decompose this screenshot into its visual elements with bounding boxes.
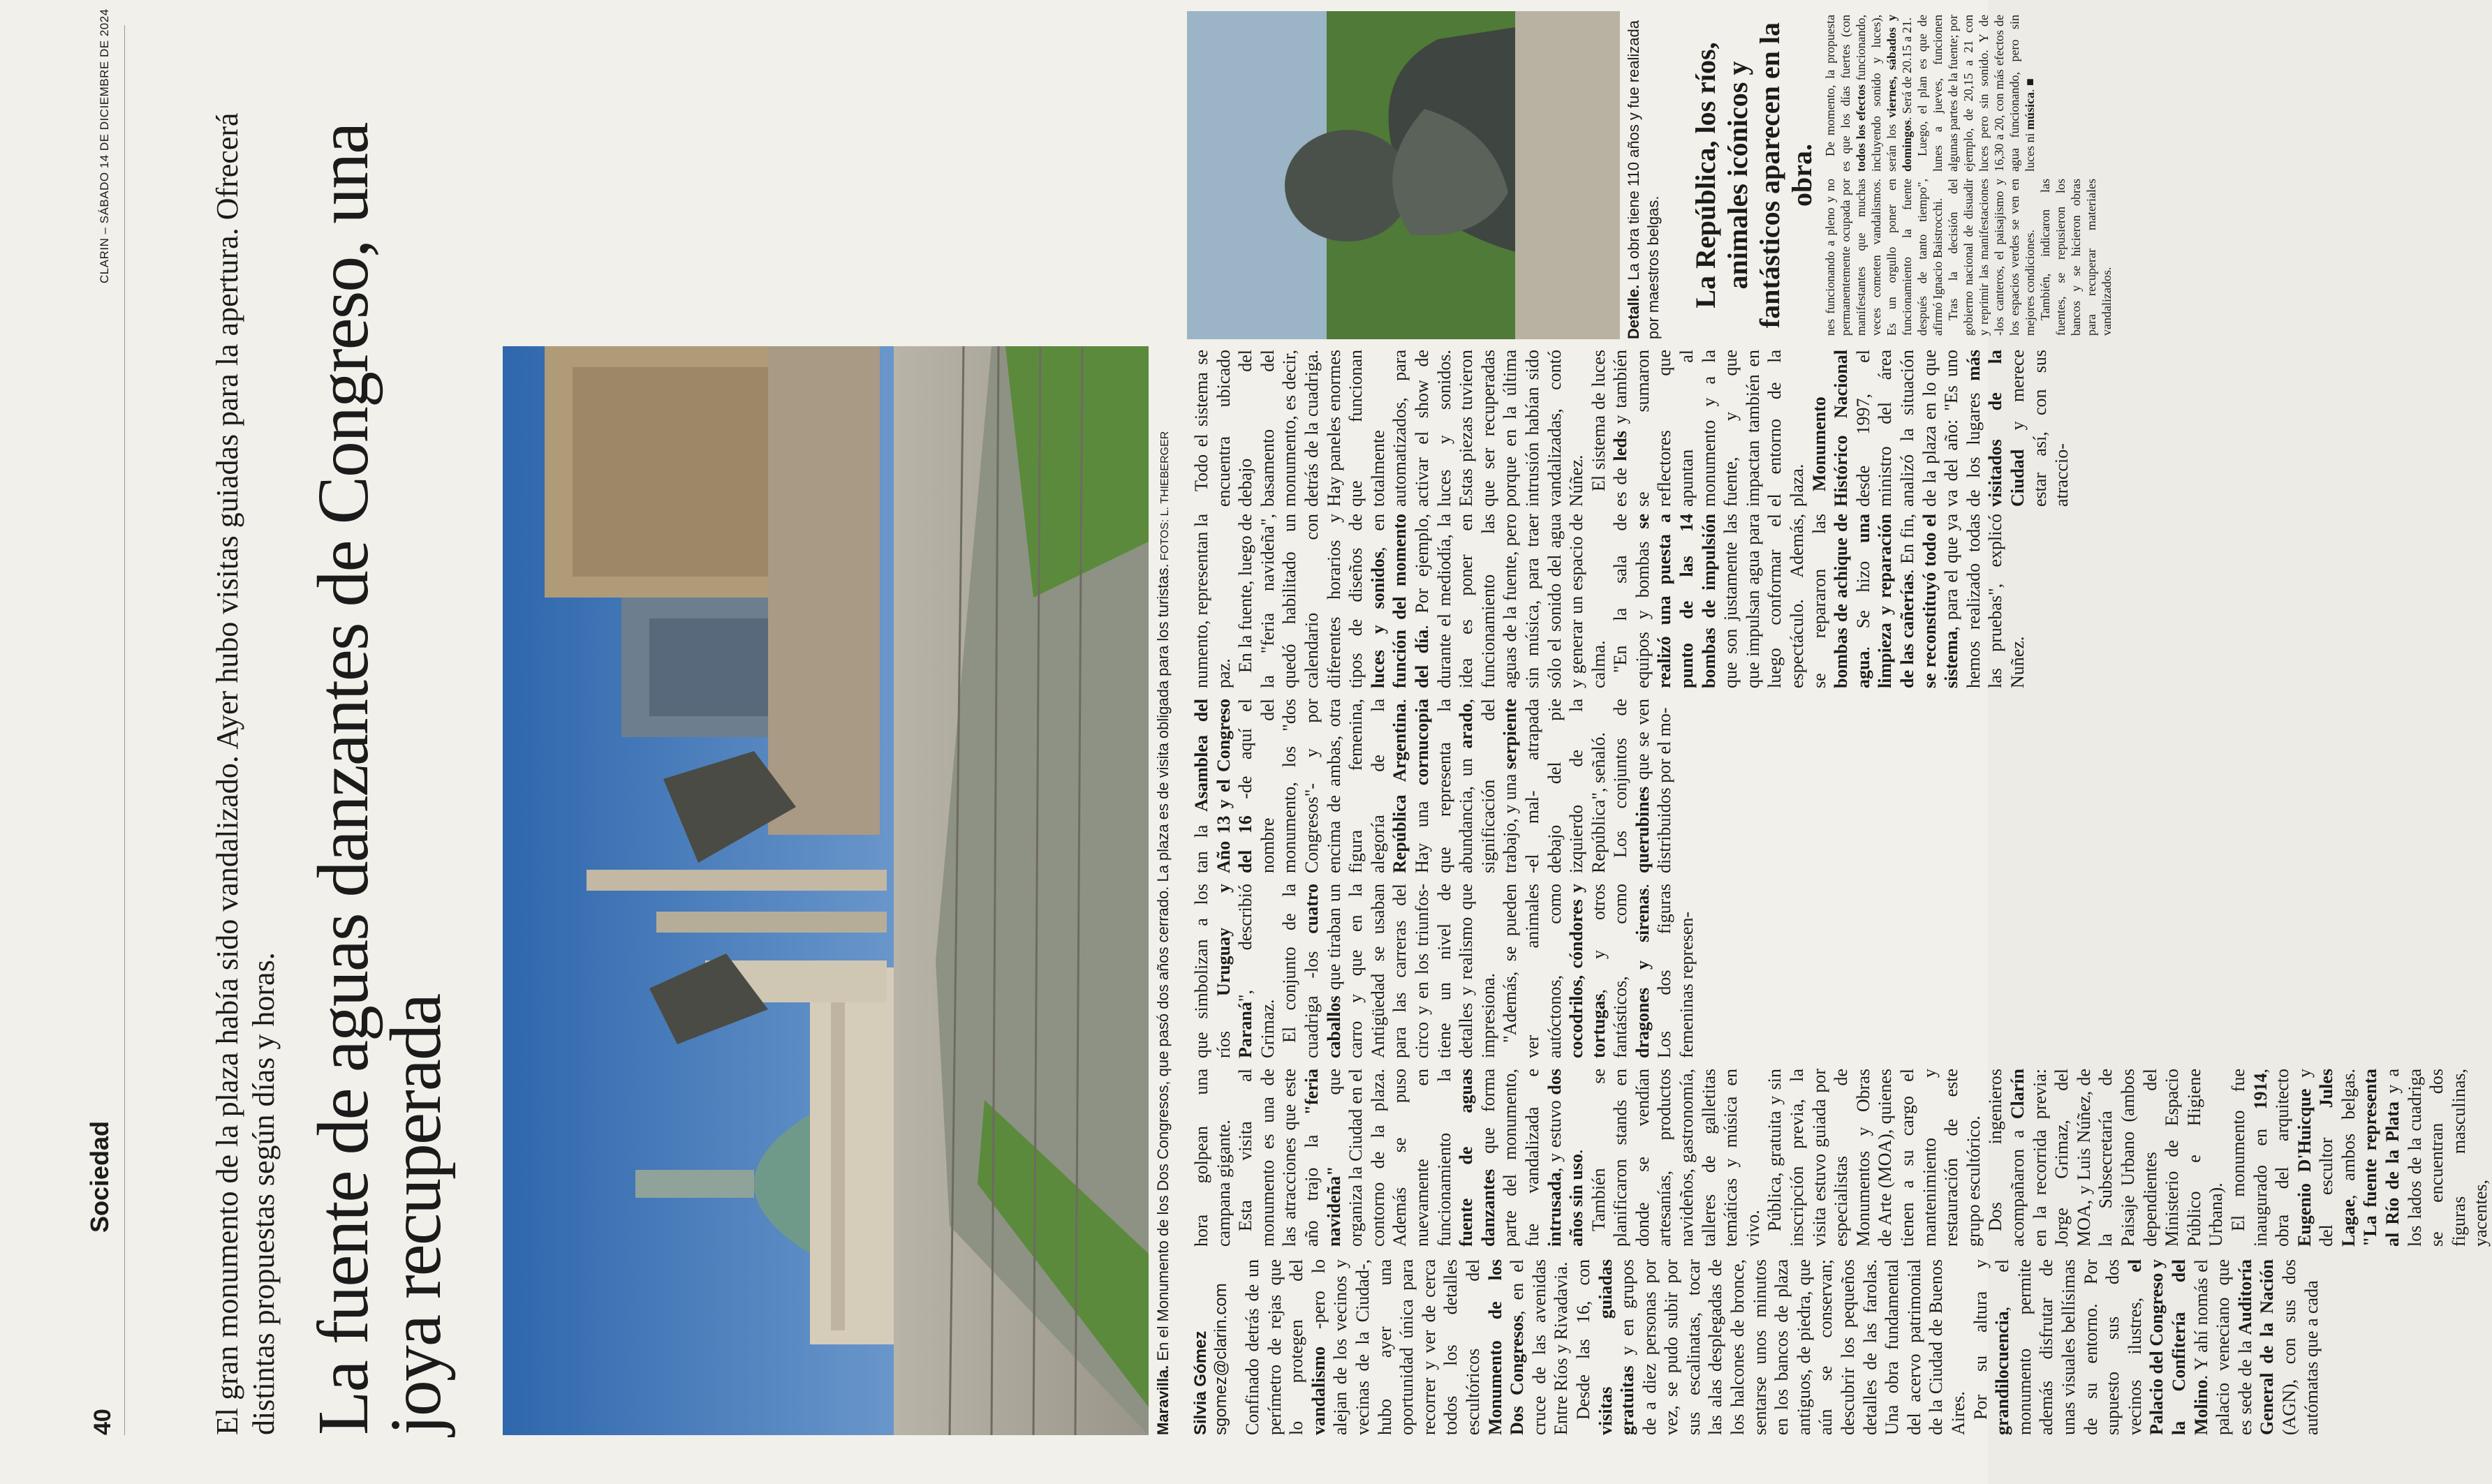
paragraph: hora golpean una campana gigante. — [1191, 1069, 1234, 1247]
caption-text: En el Monumento de los Dos Congresos, que pasó dos años cerrado. La plaza es de visita obligada para los turistas. — [1154, 563, 1172, 1365]
article-column-3 — [1190, 884, 1973, 1058]
section-label: Sociedad — [85, 1120, 114, 1233]
article-column-6 — [1190, 350, 2072, 507]
paragraph: Por su altura y grandilocuencia, el monumento permite además disfrutar de unas visuales bellísimas de su entorno. Por supuesto sus dos vecinos ilustres, el Palacio del Congreso y la Confitería del Molino. Y ahí nomás el palacio veneciano que es sede de la Auditoría General de la Nación (AGN), con sus dos autómatas que a cada — [1970, 1259, 2322, 1435]
byline — [1190, 1261, 1231, 1435]
paragraph: Confinado detrás de un perímetro de rejas que lo protegen del vandalismo -pero lo alejan de los vecinos y vecinas de la Ciudad-, hubo ayer una oportunidad única para recorrer y ver de cerca todos los detalles escultóricos del Monumento de los Dos Congresos, en el cruce de las avenidas Entre Ríos y Rivadavia. — [1242, 1259, 1572, 1435]
sculpture-illustration — [1187, 11, 1620, 339]
page-number: 40 — [89, 1409, 116, 1435]
paragraph: "En la sala de equipos y bombas se realizó una puesta a punto de las 14 bombas de impulsión que son justamente las que impulsan agua para luego conformar el espectáculo. Además, se repararon las bombas de achique de agua. Se hizo una limpieza y reparación de las cañerías. En fin, se reconstituyó todo el sistema, para el que ya hemos realizado todas las pruebas", explicó Nuñez. — [1610, 514, 2028, 688]
kicker: El gran monumento de la plaza había sido vandalizado. Ayer hubo visitas guiadas para la apertura. Ofrecerá distintas propuestas según días y horas. — [210, 112, 281, 1435]
paragraph: En la fuente, luego de la "feria navideña", quedó habilitado un calendario con diferentes horarios y tipos de diseños de luces y sonidos, en función del momento del día. Por ejemplo, durante el mediodía, la idea es poner en funcionamiento las aguas de la fuente, pero sin música, para traer sólo el sonido del agua y generar un espacio de calma. — [1235, 514, 1609, 688]
paragraph: El monumento fue inaugurado en 1914, obra del arquitecto Eugenio D'Huicque y del escultor Jules Lagae, ambos belgas. "La fuente representa al Río de la Plata y a los lados de la cuadriga se encuentran dos figuras masculinas, yacentes, — [2227, 1069, 2491, 1247]
running-header: CLARIN – SÁBADO 14 DE DICIEMBRE DE 2024 — [98, 8, 111, 283]
paragraph: Luego, el plan es que de lunes a jueves, funcionen algunas partes de la fuente; por ejemplo, de 20,15 a 21 con luces pero sin sonido. Y de 16,30 a 20, con más efectos de agua funcionando, pero sin luces ni música. ■ — [1915, 15, 2037, 172]
section-rule — [124, 25, 125, 1435]
paragraph: "Además, se pueden ver animales autóctonos, como cocodrilos, cóndores y tortugas, y otros fantásticos, como dragones y sirenas. Los dos figuras femeninas represen- — [1500, 884, 1697, 1058]
main-photo — [503, 346, 1149, 1435]
article-column-7 — [1822, 179, 2114, 336]
paragraph: Todo el sistema se encuentra ubicado debajo del basamento del monumento, es decir, detrás de la cuadriga. Hay paneles enormes que funcionan totalmente automatizados, para activar el show de luces y sonidos. Estas piezas tuvieron que ser recuperadas porque en la última intrusión habían sido vandalizadas, contó Núñez. — [1191, 350, 1587, 507]
paragraph: También, indicaron las fuentes, se repusieron los bancos y se hicieron obras para recuperar materiales vandalizados. — [2038, 179, 2114, 336]
headline: La fuente de aguas danzantes de Congreso, una joya recuperada — [303, 123, 456, 1435]
paragraph: Los conjuntos de querubines que se ven distribuidos por el mo- — [1610, 699, 1675, 873]
congress-plaza-illustration — [503, 346, 1149, 1435]
paragraph: Desde las 16, con visitas guiadas gratuitas y en grupos de a diez personas por vez, se pudo subir por sus escalinatas, tocar las alas desplegadas de los halcones de bronce, sentarse unos minutos en los bancos de plaza antiguos, de piedra, que aún se conservan; descubrir los pequeños detalles de las farolas. Una obra fundamental del acervo patrimonial de la Ciudad de Buenos Aires. — [1572, 1259, 1968, 1435]
paragraph: Dos ingenieros acompañaron a Clarín en la recorrida previa: Jorge Grimaz, del MOA, y Luis Núñez, de la Subsecretaría de Paisaje Urbano (ambos dependientes del Ministerio de Espacio Público e Higiene Urbana). — [1985, 1069, 2227, 1247]
paragraph: que simbolizan a los ríos Uruguay y Paraná", describió Grimaz. — [1191, 884, 1278, 1058]
main-photo-caption — [1153, 346, 1175, 1435]
caption-lead: Maravilla. — [1154, 1365, 1172, 1435]
paragraph: Tras la decisión del gobierno nacional de disuadir y reprimir las manifestaciones -los canteros, el paisajismo y los espacios verdes se ven en mejores condiciones. — [1946, 179, 2037, 336]
paragraph: Esta visita al monumento es una de las atracciones que este año trajo la "feria navideña" que organiza la Ciudad en el contorno de la plaza. Además se puso nuevamente en funcionamiento la fuente de aguas danzantes que forma parte del monumento, fue vandalizada e intrusada, y estuvo dos años sin uso. — [1235, 1069, 1587, 1247]
article-column-4 — [1190, 699, 1973, 873]
detail-caption-lead: Detalle. — [1625, 284, 1642, 339]
byline-name: Silvia Gómez — [1191, 1330, 1210, 1435]
paragraph: tan la Asamblea del Año 13 y el Congreso del 16 -de aquí el nombre del monumento, los "dos Congresos"- y por encima de ambas, otra figura femenina, alegoría de la República Argentina. Hay una cornucopia que representa la abundancia, un arado, significación del trabajo, y una serpiente -el mal- atrapada debajo del pie izquierdo de la República", señaló. — [1191, 698, 1609, 873]
paragraph: El conjunto de la cuadriga -los cuatro caballos que tiraban un carro y que en la Antigüedad se usaban para las carreras del circo y en los triunfos- tiene un nivel de detalles y realismo que impresiona. — [1279, 884, 1498, 1058]
article-column-2 — [1190, 1069, 2491, 1247]
article-column-1 — [1241, 1259, 2322, 1435]
paragraph: nes funcionando a pleno y no permanentemente ocupada por manifestantes que muchas veces cometen vandalismos. Es un orgullo poner en funcionamiento la fuente después de tanto tiempo", afirmó Ignacio Baistrocchi. — [1823, 179, 1945, 336]
pull-quote: La República, los ríos, animales icónicos y fantásticos aparecen en la obra. — [1690, 22, 1818, 329]
detail-caption-text: La obra tiene 110 años y fue realizada por maestros belgas. — [1625, 20, 1662, 339]
paragraph: De momento, la propuesta es que los días fuertes (con todos los efectos funcionando, incluyendo sonido y luces), serán los viernes, sábados y domingos. Será de 20.15 a 21. — [1823, 15, 1914, 172]
photo-credit: FOTOS: L. THIEBERGER — [1159, 431, 1171, 564]
paragraph: Monumento Histórico Nacional desde 1997, el ministro del área analizó la situación de la plaza en lo que va del año: "Es uno de los lugares más visitados de la Ciudad y merece estar así, con sus atraccio- — [1808, 350, 2072, 507]
detail-photo — [1187, 11, 1620, 339]
article-column-5 — [1190, 514, 2028, 688]
paragraph: También se planificaron stands en donde se vendían artesanías, productos navideños, gastronomía, talleres de galletitas temáticas y música en vivo. — [1588, 1069, 1763, 1247]
detail-photo-caption — [1624, 11, 1663, 339]
paragraph: El sistema de luces es de leds y también se sumaron reflectores que apuntan al monumento y a la fuente, y que impactan también en el entorno de la plaza. — [1588, 350, 1808, 507]
paragraph: Pública, gratuita y sin inscripción previa, la visita estuvo guiada por especialistas de Monumentos y Obras de Arte (MOA), quienes tienen a su cargo el mantenimiento y restauración de este grupo escultórico. — [1764, 1069, 1984, 1247]
byline-email: sgomez@clarin.com — [1211, 1283, 1230, 1435]
article-column-8 — [1822, 15, 2037, 172]
paragraph: numento, representan la paz. — [1191, 514, 1234, 688]
